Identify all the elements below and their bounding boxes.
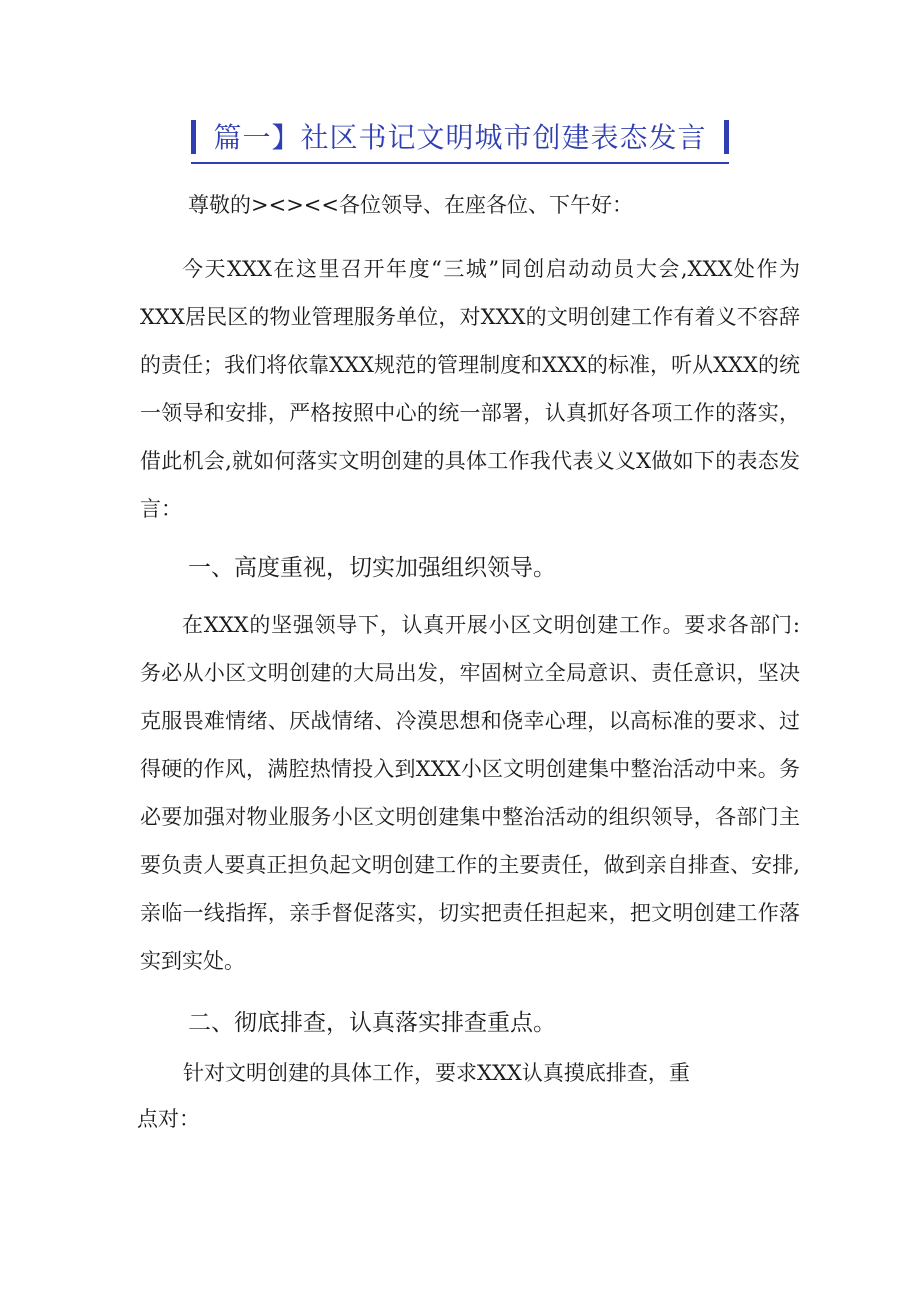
greeting: 尊敬的><><<各位领导、在座各位、下午好： (188, 193, 633, 217)
title-container (0, 118, 920, 164)
document-title (191, 118, 728, 164)
paragraph-3-line-1: 针对文明创建的具体工作，要求XXX认真摸底排查，重 (183, 1061, 690, 1085)
paragraph-3-line-2: 点对： (137, 1107, 200, 1131)
paragraph-1: 今天XXX在这里召开年度“三城”同创启动动员大会,XXX处作为XXX居民区的物业管理服务单位，对XXX的文明创建工作有着义不容辞的责任；我们将依靠XXX规范的管理制度和XXX的标准，听从XXX的统一领导和安排，严格按照中心的统一部署，认真抓好各项工作的落实，借此机会,就如何落实文明创建的具体工作我代表义义X做如下的表态发言： (140, 257, 800, 521)
title-bar-right (724, 120, 729, 154)
paragraph-2: 在XXX的坚强领导下，认真开展小区文明创建工作。要求各部门:务必从小区文明创建的大局出发，牢固树立全局意识、责任意识，坚决克服畏难情绪、厌战情绪、冷漠思想和侥幸心理，以高标准的要求、过得硬的作风，满腔热情投入到XXX小区文明创建集中整治活动中来。务必要加强对物业服务小区文明创建集中整治活动的组织领导，各部门主要负责人要真正担负起文明创建工作的主要责任，做到亲自排查、安排,亲临一线指挥，亲手督促落实，切实把责任担起来，把文明创建工作落实到实处。 (140, 613, 800, 973)
section-heading-2: 二、彻底排查，认真落实排查重点。 (188, 1010, 556, 1036)
title-bar-left (191, 120, 196, 154)
document-title-text: 篇一】社区书记文明城市创建表态发言 (213, 121, 707, 154)
section-heading-1: 一、高度重视，切实加强组织领导。 (188, 555, 556, 581)
